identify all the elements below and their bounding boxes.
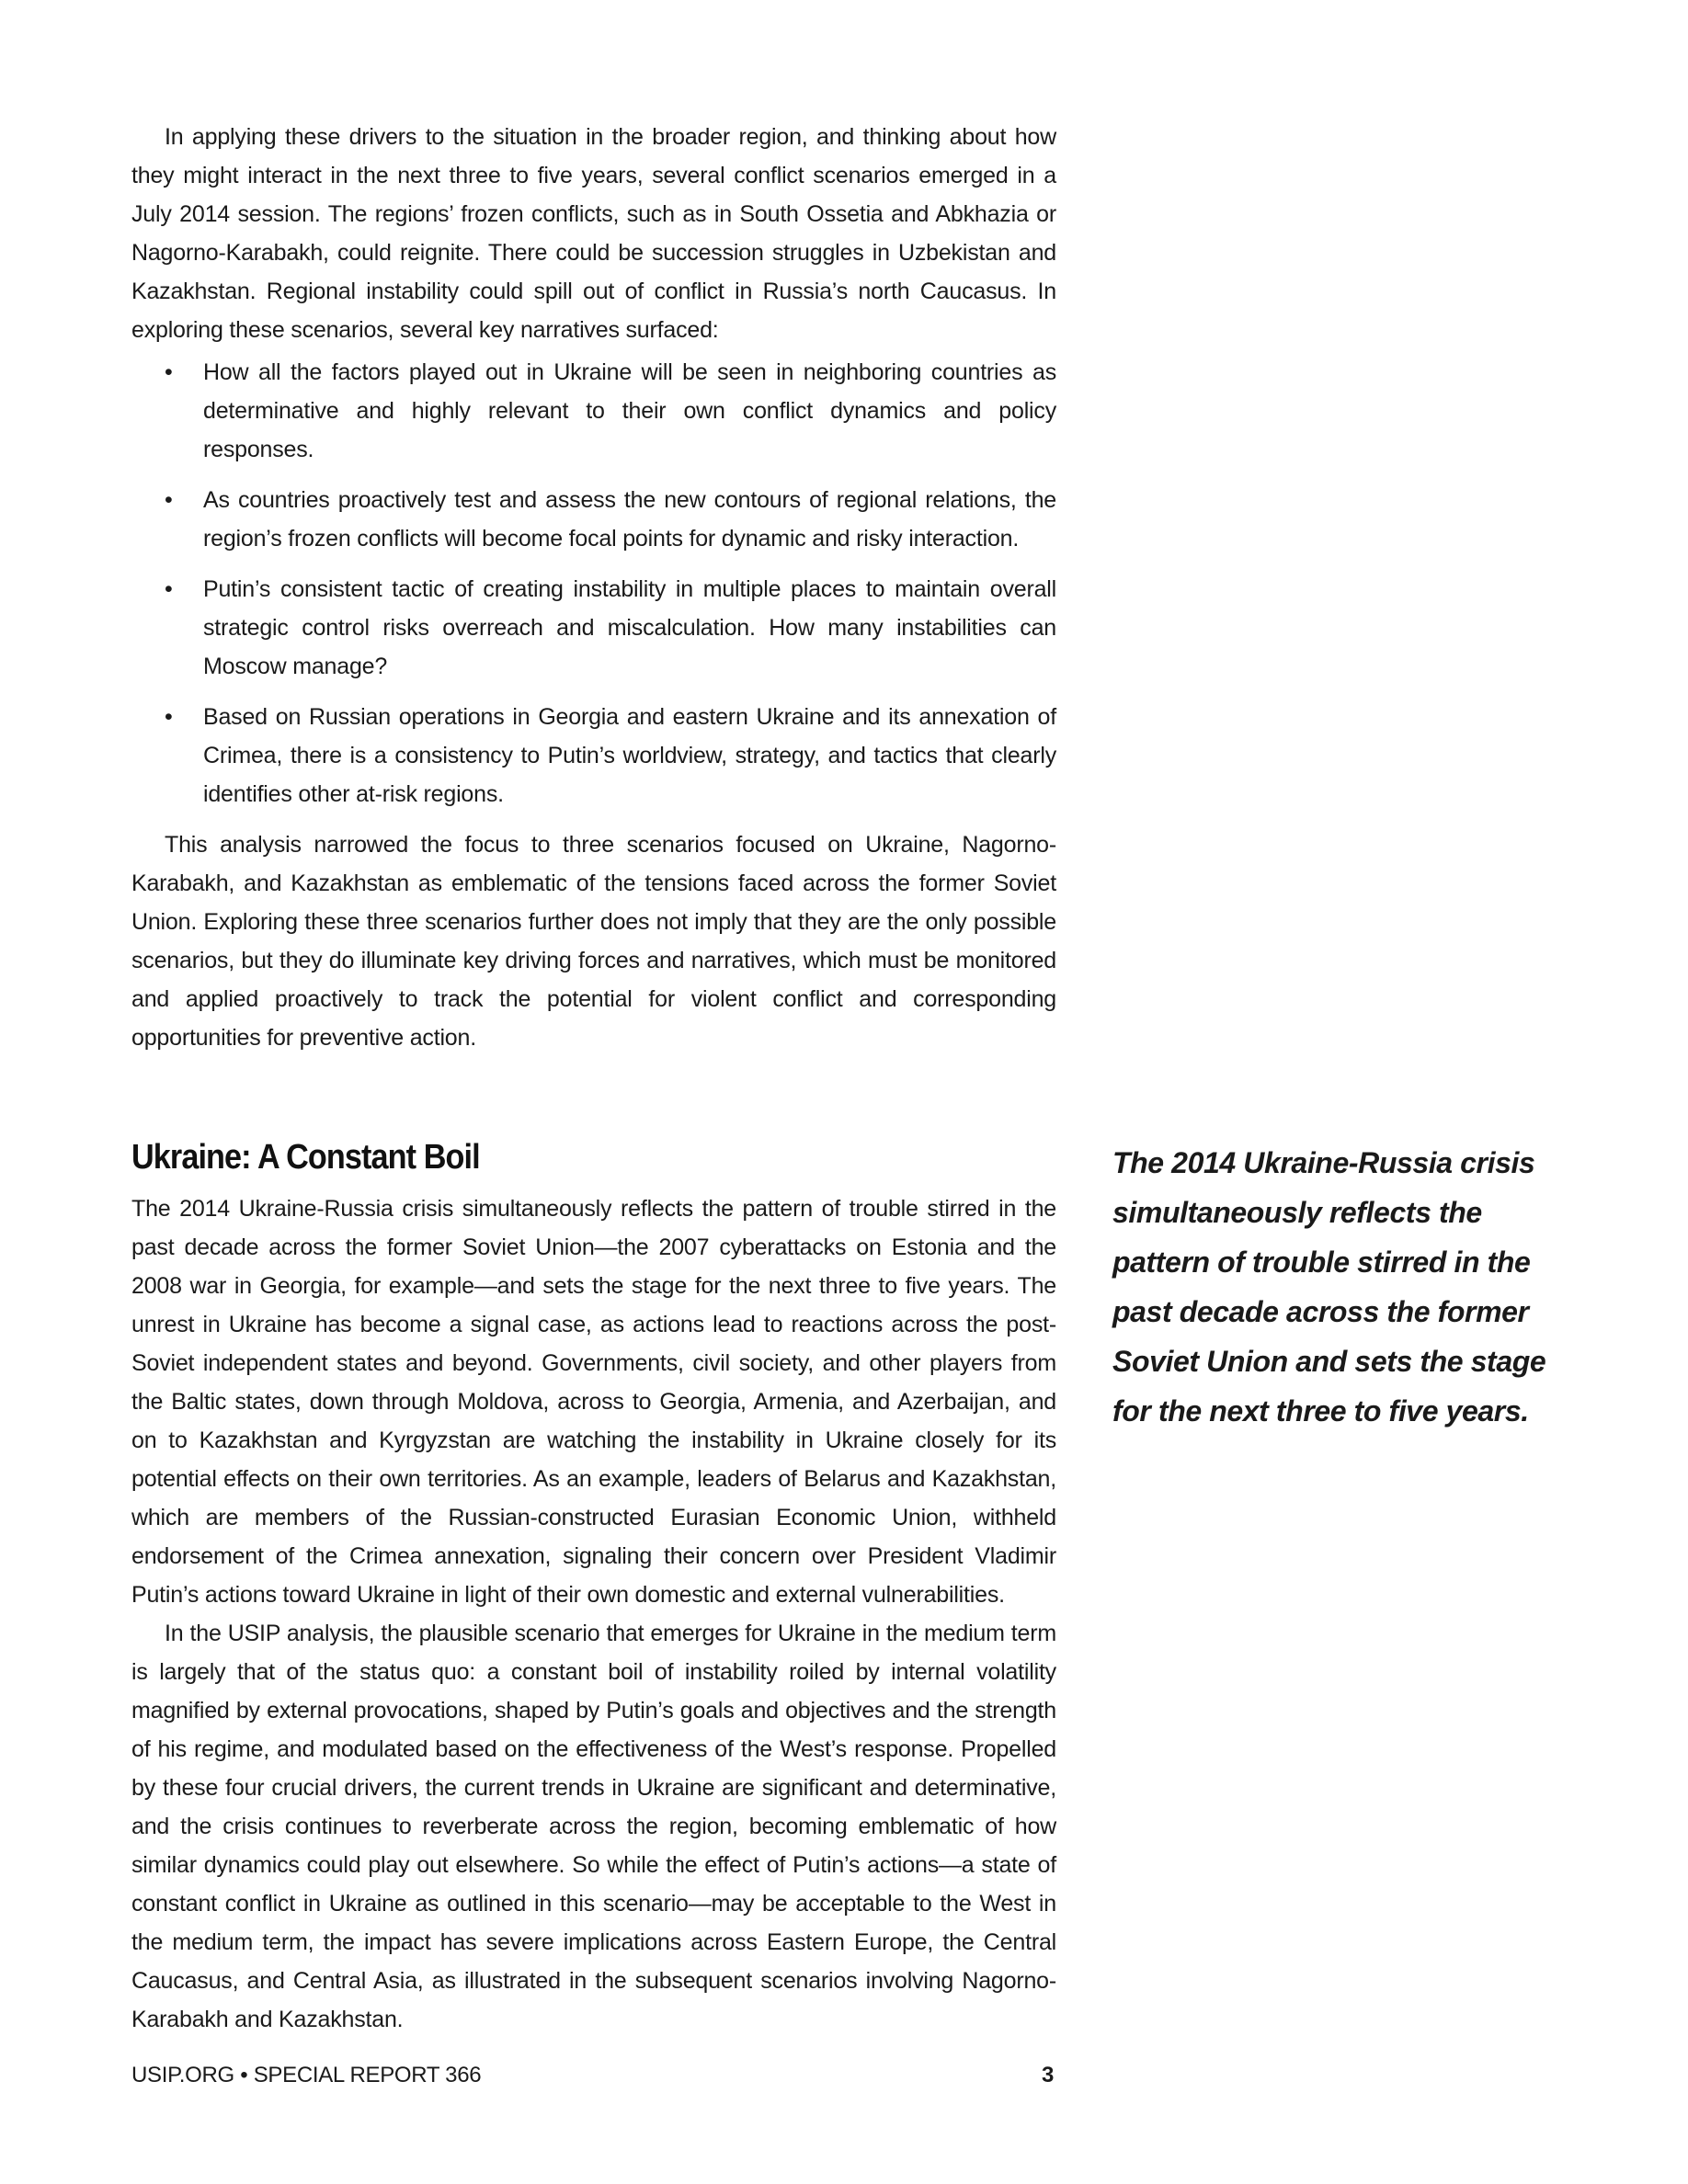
list-item [131, 570, 1056, 686]
bullet-icon: • [165, 704, 173, 730]
bullet-icon: • [165, 576, 173, 602]
section-heading: Ukraine: A Constant Boil [131, 1138, 480, 1177]
main-column [131, 118, 1056, 2039]
bullet-text: Putin’s consistent tactic of creating instability in multiple places to maintain overall strategic control risks overreach and miscalculation. How many instabilities can Moscow manage? [203, 576, 1056, 679]
pull-quote: The 2014 Ukraine-Russia crisis simultaneously reflects the pattern of trouble stirred in the past decade across the former Soviet Union and sets the stage for the next three to five years. [1112, 1146, 1546, 1428]
section-paragraph-2: In the USIP analysis, the plausible scenario that emerges for Ukraine in the medium term is largely that of the status quo: a constant boil of instability roiled by internal volatility magnified by external provocations, shaped by Putin’s goals and objectives and the strength of his regime, and modulated based on the effectiveness of the West’s response. Propelled by these four crucial drivers, the current trends in Ukraine are significant and determinative, and the crisis continues to reverberate across the region, becoming emblematic of how similar dynamics could play out elsewhere. So while the effect of Putin’s actions—a state of constant conflict in Ukraine as outlined in this scenario—may be acceptable to the West in the medium term, the impact has severe implications across Eastern Europe, the Central Caucasus, and Central Asia, as illustrated in the subsequent scenarios involving Nagorno-Karabakh and Kazakhstan. [131, 1621, 1056, 2032]
section-paragraph-1: The 2014 Ukraine-Russia crisis simultaneously reflects the pattern of trouble stirred in the past decade across the former Soviet Union—the 2007 cyberattacks on Estonia and the 2008 war in Georgia, for example—and sets the stage for the next three to five years. The unrest in Ukraine has become a signal case, as actions lead to reactions across the post-Soviet independent states and beyond. Governments, civil society, and other players from the Baltic states, down through Moldova, across to Georgia, Armenia, and Azerbaijan, and on to Kazakhstan and Kyrgyzstan are watching the instability in Ukraine closely for its potential effects on their own territories. As an example, leaders of Belarus and Kazakhstan, which are members of the Russian-constructed Eurasian Economic Union, withheld endorsement of the Crimea annexation, signaling their concern over President Vladimir Putin’s actions toward Ukraine in light of their own domestic and external vulnerabilities. [131, 1196, 1056, 1608]
bullet-text: How all the factors played out in Ukraine will be seen in neighboring countries as determinative and highly relevant to their own conflict dynamics and policy responses. [203, 359, 1056, 462]
bullet-text: Based on Russian operations in Georgia and eastern Ukraine and its annexation of Crimea, there is a consistency to Putin’s worldview, strategy, and tactics that clearly identifies other at-risk regions. [203, 704, 1056, 807]
list-item [131, 698, 1056, 813]
bullet-text: As countries proactively test and assess the new contours of regional relations, the region’s frozen conflicts will become focal points for dynamic and risky interaction. [203, 487, 1056, 552]
intro-paragraph: In applying these drivers to the situation in the broader region, and thinking about how they might interact in the next three to five years, several conflict scenarios emerged in a July 2014 session. The regions’ frozen conflicts, such as in South Ossetia and Abkhazia or Nagorno-Karabakh, could reignite. There could be succession struggles in Uzbekistan and Kazakhstan. Regional instability could spill out of conflict in Russia’s north Caucasus. In exploring these scenarios, several key narratives surfaced: [131, 124, 1056, 343]
page-number: 3 [1042, 2063, 1055, 2087]
list-item [131, 353, 1056, 469]
bullet-icon: • [165, 487, 173, 513]
footer-publication: USIP.ORG • SPECIAL REPORT 366 [131, 2063, 482, 2087]
narratives-list [131, 353, 1056, 813]
bullet-icon: • [165, 359, 173, 385]
closing-paragraph: This analysis narrowed the focus to three scenarios focused on Ukraine, Nagorno-Karabakh, and Kazakhstan as emblematic of the tensions faced across the former Soviet Union. Exploring these three scenarios further does not imply that they are the only possible scenarios, but they do illuminate key driving forces and narratives, which must be monitored and applied proactively to track the potential for violent conflict and corresponding opportunities for preventive action. [131, 832, 1056, 1051]
list-item [131, 481, 1056, 558]
